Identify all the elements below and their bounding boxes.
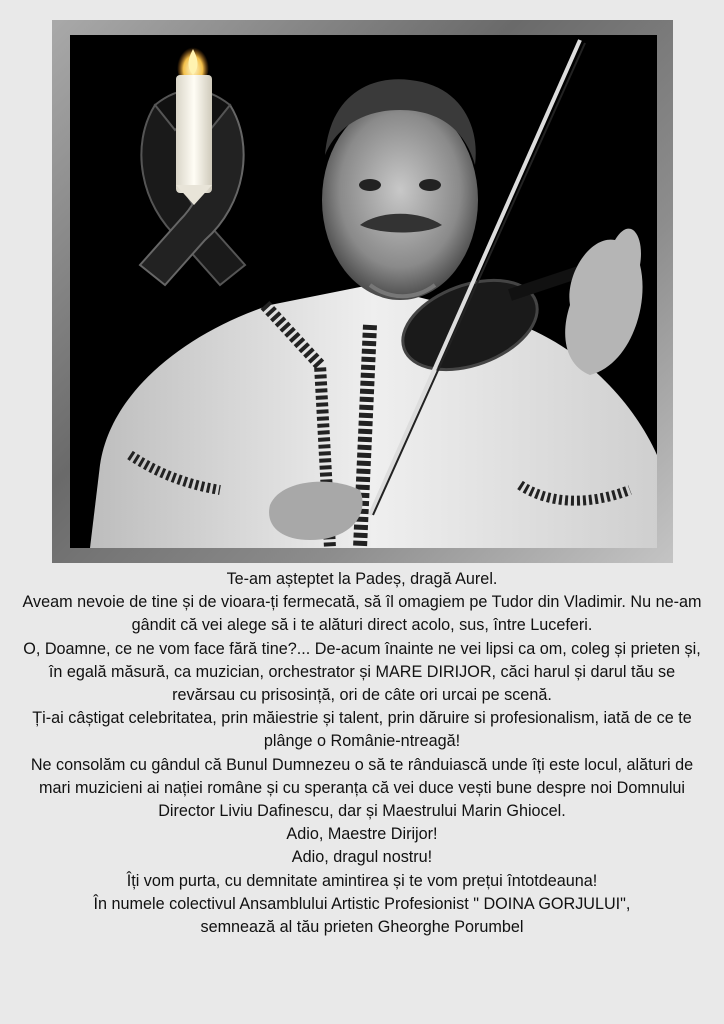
memorial-message [20,568,704,939]
message-line: O, Doamne, ce ne vom face fără tine?... De-acum înainte ne vei lipsi ca om, coleg și prieten și, în egală măsură, ca muzician, orchestrator și MARE DIRIJOR, căci harul și darul tău se revărsau cu prisosință, ori de câte ori urcai pe scenă. [23,639,701,705]
signature-line: semnează al tău prieten Gheorghe Porumbel [200,918,524,937]
memorial-photo [70,35,657,548]
message-line: În numele colectivul Ansamblului Artistic Profesionist " DOINA GORJULUI", [93,894,631,913]
message-line: Ți-ai câștigat celebritatea, prin măiestrie și talent, prin dăruire si profesionalism, iată de ce te plânge o Românie-ntreagă! [32,709,692,751]
message-line: Adio, dragul nostru! [291,848,433,867]
message-line: Aveam nevoie de tine și de vioara-ți fermecată, să îl omagiem pe Tudor din Vladimir. Nu ne-am gândit că vei alege să i te alături direct acolo, sus, între Luceferi. [22,593,702,635]
candle-icon [176,43,212,205]
message-line: Îți vom purta, cu demnitate amintirea și te vom prețui întotdeauna! [126,871,598,890]
message-line: Adio, Maestre Dirijor! [286,825,438,844]
message-line: Te-am așteptet la Padeș, dragă Aurel. [226,570,498,588]
message-line: Ne consolăm cu gândul că Bunul Dumnezeu o să te rânduiască unde îți este locul, alături de mari muzicieni ai nației române și cu speranța că vei duce vești bune despre noi Domnului Director Liviu Dafinescu, dar și Maestrului Marin Ghiocel. [30,755,694,821]
